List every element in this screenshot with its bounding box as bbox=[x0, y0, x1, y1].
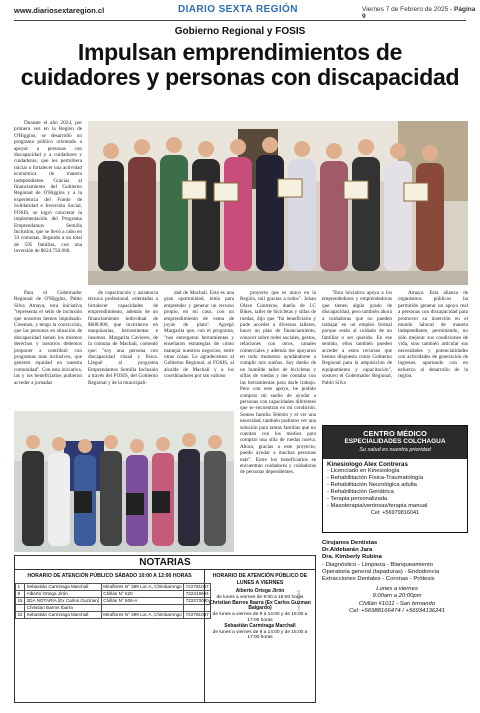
table-cell: 15 bbox=[17, 598, 23, 603]
clinic-service-item: - Rehabilitación Física-Traumatología bbox=[327, 475, 424, 481]
headline-line-1: Impulsan emprendimientos de bbox=[77, 39, 403, 65]
table-cell: Miraflores N° 399 Loc A, Chimbarongo bbox=[103, 584, 182, 589]
table-cell: 722373080 bbox=[185, 598, 209, 603]
dental-phones[interactable]: Cel: +56988166474 / +56934136241 bbox=[349, 607, 445, 614]
table-row bbox=[16, 597, 211, 604]
table-cell bbox=[101, 604, 183, 611]
table-cell: Miraflores N° 399 Loc A, Chimbarongo bbox=[103, 612, 182, 617]
issue-date bbox=[362, 6, 480, 20]
table-cell: 22 bbox=[17, 612, 23, 617]
article-headline bbox=[0, 40, 480, 90]
dental-services-1: - Diagnóstico - Limpieza - Blanqueamiento bbox=[322, 561, 433, 568]
weekday-header: HORARIO DE ATENCIÓN PÚBLICO DE LUNES A VIERNES bbox=[212, 573, 308, 586]
article-col-3 bbox=[164, 290, 234, 408]
paragraph: de capacitación y asistencia técnica profesional, orientadas a fortalecer capacidades de emprendimiento, además de un financiamiento individual de $600.000, que invirtieron en maquinarias, herramientas e insumos. Margarita Cavieres, de la comuna de Machalí, comentó que: "soy una persona con discapacidad visual y física. Llegué al programa Emprendamos Semilla Inclusión a través del FOSIS, del Gobierno Regional y de la municipali- bbox=[88, 290, 158, 386]
headline-line-2: cuidadores y personas con discapacidad bbox=[20, 64, 460, 90]
notary-name: Alberto Ortega Jirón bbox=[235, 588, 285, 594]
dental-heading: Cirujanos Dentistas bbox=[322, 540, 378, 546]
paragraph: Durante el año 2024, por primera vez en la Región de O'Higgins, se desarrolló un programa público orientado a apoyar a personas con discapacidad y a cuidadores y cuidadoras, que les permitiera iniciar o fortalecer una actividad económica de manera independiente. Gracias al financiamiento del Gobierno Regional de O'Higgins y a la experiencia del Fondo de Solidaridad e Inversión Social, FOSIS, se logró concretar la implementación del Programa Emprendamos Semilla Inclusión, que se llevó a cabo en 33 comunas, llegando a un total de 595 familias, con una inversión de $624.750.000. bbox=[14, 120, 82, 255]
table-cell bbox=[16, 604, 25, 611]
article-col-5 bbox=[322, 290, 392, 418]
table-row bbox=[16, 583, 211, 590]
table-cell: 722319604 bbox=[185, 591, 209, 596]
paragraph: proyecto que es único en la Región, mil gracias a todos". Johan Olave Contreras, dueño de J.C Bikes, taller de bicicletas y sillas de ruedas, dijo que "fui beneficiario y pude acceder a diversos talleres, hacer un plan de financiamiento, conocer sobre redes sociales, gestos, relaciones con otros, canales comerciales y además me apoyaron en todo momento ayudándome a cumplir mis sueños. Soy dueño de un humilde taller de bicicletas y sillas de ruedas y me contaba con las herramientas para darle trabajo. Pero con este apoyo, he podido comprar mi sueño de ayudar a personas con capacidades diferentes que se encuentran en mi condición. Somos familia Teletón y el ver una necesidad, también pudimos ver una solución para tantas familias que no cuentan con los medios para comprar una silla de ruedas nueva. Ahora, gracias a este proyecto, puedo ayudar a muchas personas más". Entre los beneficiarios se encuentran cuidadores y cuidadoras de personas dependientes. bbox=[240, 290, 316, 476]
dental-hours-days: Lunes a viernes bbox=[376, 586, 418, 593]
group-photo-top bbox=[88, 121, 468, 285]
table-cell: Alberto Ortega Jirón bbox=[25, 590, 102, 597]
paragraph: Para el Gobernador Regional de O'Higgins, Pablo Silva Amaya, esta iniciativa "representa el sello de inclusión que nosotros hemos impulsado. Creemos, y tengo la convicción, que las personas en situación de discapacidad tienen los mismos derechos y nosotros debemos proponer a contribuir con programas más inclusivos, que generen equidad en nuestra comunidad". Con esta iniciativa, las y los beneficiarios pudieron acceder a jornadas bbox=[14, 290, 82, 386]
table-cell: 722781057 bbox=[185, 584, 209, 589]
table-cell: 1 bbox=[16, 583, 25, 590]
header-rule bbox=[14, 20, 466, 21]
article-col-2 bbox=[88, 290, 158, 408]
clinic-service-item: - Rehabilitación Neurológica adulta bbox=[327, 482, 417, 488]
table-cell: 8 bbox=[16, 590, 25, 597]
notary-hours: de lunes a viernes de 9:00 a 16:00 horas bbox=[216, 594, 304, 600]
table-cell: Sebastián Carmiraga Marchall bbox=[25, 611, 102, 618]
group-photo-bottom bbox=[14, 411, 234, 552]
dental-address: Chillán #1011 - San fernando bbox=[358, 600, 436, 607]
site-url[interactable]: www.diariosextaregion.cl bbox=[14, 6, 105, 15]
clinic-name-line-2: ESPECIALIDADES COLCHAGUA bbox=[344, 438, 446, 445]
notary-block bbox=[205, 624, 315, 641]
notary-hours: de lunes a viernes de 9 a 14:00 y de 15:00 a 17:00 horas bbox=[212, 612, 308, 623]
notarias-table bbox=[15, 583, 211, 619]
table-cell: Chillán N° 506-A bbox=[101, 597, 183, 604]
clinic-name-line-1: CENTRO MÉDICO bbox=[363, 429, 427, 438]
notary-hours: de lunes a viernes de 9 a 14:00 y de 15:00 a 17:00 horas bbox=[212, 629, 308, 641]
clinic-phone[interactable]: Cel: +56979816041 bbox=[370, 510, 420, 516]
paragraph: Amaya. Esta alianza de organismos públicos ha permitido generar un apoyo real a personas con discapacidad para promover su inserción en el mundo laboral de manera independiente, permitiendo, no sólo mejorar sus condiciones de vida, sino también articular sus necesidades y potencialidades con actividades de generación de ingresos, aportando con en esfuerzo al desarrollo de la región. bbox=[398, 290, 468, 380]
notarias-box bbox=[14, 555, 316, 703]
dental-hours-time: 9:00am a 20:00pm bbox=[372, 593, 422, 600]
notary-name: Sebastián Carmiraga Marchall bbox=[224, 622, 296, 629]
article-col-1-bottom bbox=[14, 290, 82, 408]
article-col-1-top bbox=[14, 120, 82, 287]
notarias-side-tag: NOTARÍAS bbox=[296, 590, 301, 611]
table-cell: Sebastián Carmiraga Marchall bbox=[25, 583, 102, 590]
clinic-service-item: - Terapia personalizada bbox=[327, 496, 388, 502]
table-cell: Chillán N° 620 bbox=[101, 590, 183, 597]
clinic-ad-banner bbox=[323, 426, 467, 459]
clinic-service-item: - Masoterapia/ventosas/terapia manual bbox=[327, 503, 428, 509]
page-number: Página 9 bbox=[362, 6, 476, 20]
clinic-service-item: - Rehabilitación Geriátrica bbox=[327, 489, 394, 495]
table-cell: 722781057 bbox=[185, 612, 209, 617]
group-photo-bottom-illustration bbox=[14, 411, 234, 552]
dental-ad bbox=[322, 540, 472, 615]
paper-name: DIARIO SEXTA REGIÓN bbox=[178, 4, 298, 15]
dental-doctor-1: Dr.Aldebarán Jara bbox=[322, 547, 373, 554]
clinic-ad bbox=[322, 425, 468, 533]
table-cell: 2DA NOTARIA (Ex Carlos Guzman) bbox=[26, 598, 100, 603]
table-row bbox=[16, 604, 211, 611]
clinic-services bbox=[323, 459, 467, 519]
saturday-header: HORARIO DE ATENCIÓN PÚBLICO SÁBADO 10:00 A 12:00 HORAS bbox=[27, 573, 192, 579]
clinic-tagline: Su salud es nuestra prioridad bbox=[359, 447, 431, 453]
paragraph: "Esta iniciativa apoya a los emprendedores y emprendedoras que tienen algún grado de discapacidad, pero también ahora a cuidadoras que no pueden trabajar en un empleo formal porque están al cuidado de un familiar o ser querido. En ese sentido, ellos también pueden acceder a estos recursos que hemos dispuesto como Gobierno Regional para la adquisición de equipamiento y capacitación", sostuvo el Gobernador Regional, Pablo Silva bbox=[322, 290, 392, 386]
notary-name: Christian Barros Ibarra (Ex Carlos Guzman Balgardo) bbox=[209, 599, 311, 612]
dental-services-2: Operatoria general (tapaduras) - Endodoncia Extracciones Dentales - Coronas - Prótesis bbox=[322, 568, 440, 583]
table-row bbox=[16, 611, 211, 618]
article-col-4 bbox=[240, 290, 316, 552]
dental-doctor-2: Dra. Kimberly Rubina bbox=[322, 554, 382, 561]
paragraph: dad de Machalí. Esta es una gran oportunidad, tenía para emprender y generar un recurso propio, en mi caso, con un emprendimiento de venta de joyas de plata". Agregó Margarita que, con el programa, "nos entregaron herramientas y enseñaron estrategias de cómo manejar nuestros negocios, entre otras cosas. Le agradecemos al Gobierno Regional, al FOSIS, al alcalde de Machalí y a los coordinadores por tan valioso bbox=[164, 290, 234, 380]
article-kicker: Gobierno Regional y FOSIS bbox=[174, 26, 306, 37]
article-col-6 bbox=[398, 290, 468, 418]
table-row bbox=[16, 590, 211, 597]
group-photo-illustration bbox=[88, 121, 468, 285]
notarias-saturday bbox=[15, 570, 209, 702]
notarias-title: NOTARIAS bbox=[15, 556, 315, 570]
table-cell: Christian Barros Ibarra bbox=[25, 604, 102, 611]
date-text: Viernes 7 de Febrero de 2025 - bbox=[362, 6, 453, 13]
clinic-service-item: - Licenciado en Kinesiología bbox=[327, 468, 400, 474]
clinic-doctor: Kinesiologo Alex Contreras bbox=[327, 461, 408, 468]
